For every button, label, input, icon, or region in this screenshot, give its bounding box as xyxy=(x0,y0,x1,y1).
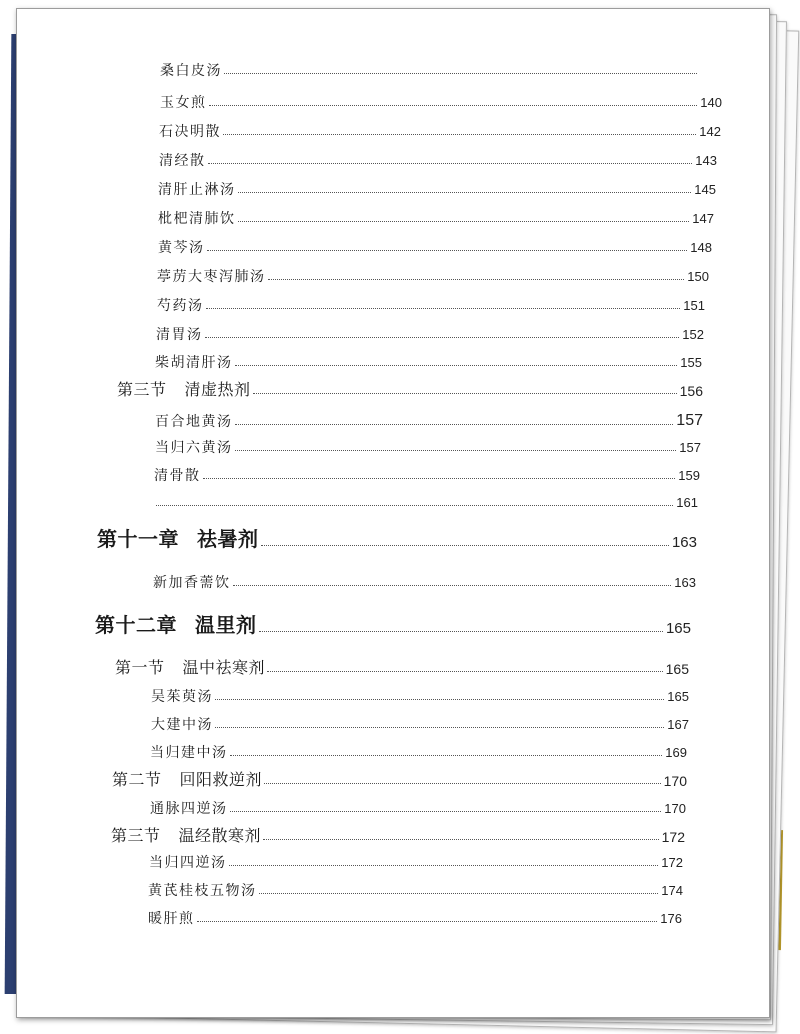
section-title: 回阳救逆剂 xyxy=(179,770,263,789)
toc-entry xyxy=(155,412,703,430)
toc-entry-title: 暖肝煎 xyxy=(148,911,195,927)
toc-section-page: 156 xyxy=(679,383,703,400)
toc-entry-title: 柴胡清肝汤 xyxy=(155,355,233,371)
toc-section-page: 170 xyxy=(663,773,687,790)
toc-chapter-heading xyxy=(97,528,259,551)
dot-leader xyxy=(263,839,659,840)
dot-leader xyxy=(206,308,681,309)
chapter-title: 祛暑剂 xyxy=(197,527,259,551)
toc-entry-page: 163 xyxy=(674,575,696,591)
toc-entry-title: 吴茱萸汤 xyxy=(151,689,213,705)
toc-entry-page: 150 xyxy=(687,269,709,285)
toc-entry-page: 176 xyxy=(660,911,682,927)
section-title: 温中祛寒剂 xyxy=(182,658,266,677)
toc-entry-page: 170 xyxy=(664,801,686,817)
dot-leader xyxy=(208,163,693,164)
toc-entry xyxy=(151,689,689,705)
dot-leader xyxy=(238,192,692,193)
dot-leader xyxy=(197,921,658,922)
dot-leader xyxy=(233,585,672,586)
toc-section-heading xyxy=(112,771,262,789)
toc-section-heading xyxy=(117,381,251,399)
toc-entry-page: 159 xyxy=(678,468,700,484)
toc-entry xyxy=(153,575,696,591)
chapter-number: 第十一章 xyxy=(97,527,179,551)
toc-section xyxy=(112,771,687,789)
toc-entry-page: 152 xyxy=(682,327,704,343)
toc-entry-title: 大建中汤 xyxy=(151,717,213,733)
toc-entry-title: 通脉四逆汤 xyxy=(150,801,228,817)
toc-entry-page: 140 xyxy=(700,95,722,111)
dot-leader xyxy=(207,250,688,251)
toc-entry-page: 142 xyxy=(699,124,721,140)
toc-entry xyxy=(160,63,700,79)
toc-entry xyxy=(151,717,689,733)
toc-entry-page: 148 xyxy=(690,240,712,256)
dot-leader xyxy=(253,393,677,394)
toc-entry xyxy=(150,801,686,817)
toc-entry-title: 新加香薷饮 xyxy=(153,575,231,591)
dot-leader xyxy=(205,337,680,338)
toc-entry-page: 147 xyxy=(692,211,714,227)
toc-entry-page: 143 xyxy=(695,153,717,169)
toc-entry xyxy=(156,327,704,343)
toc-entry xyxy=(154,496,698,511)
toc-entry-title: 当归四逆汤 xyxy=(149,855,227,871)
dot-leader xyxy=(230,755,663,756)
toc-entry-page: 172 xyxy=(661,855,683,871)
dot-leader xyxy=(267,671,663,672)
chapter-number: 第十二章 xyxy=(95,613,177,637)
toc-entry-page: 155 xyxy=(680,355,702,371)
section-number: 第一节 xyxy=(115,658,165,677)
toc-section xyxy=(111,827,685,845)
dot-leader xyxy=(259,631,663,632)
toc-entry xyxy=(159,124,721,140)
toc-chapter-page: 163 xyxy=(671,533,697,551)
toc-entry xyxy=(150,745,687,761)
toc-entry-title: 百合地黄汤 xyxy=(155,414,233,431)
toc-entry xyxy=(157,269,709,285)
dot-leader xyxy=(238,221,690,222)
toc-section xyxy=(117,381,703,399)
section-number: 第三节 xyxy=(117,380,167,399)
section-number: 第三节 xyxy=(111,826,161,845)
toc-section xyxy=(115,659,689,677)
dot-leader xyxy=(235,424,674,425)
toc-section-heading xyxy=(115,659,265,677)
toc-entry-page: 157 xyxy=(676,412,703,429)
toc-entry-page: 165 xyxy=(667,689,689,705)
section-title: 温经散寒剂 xyxy=(178,826,262,845)
toc-entry-page: 161 xyxy=(676,495,698,510)
chapter-title: 温里剂 xyxy=(195,613,257,637)
toc-entry xyxy=(160,95,722,111)
toc-entry-page: 174 xyxy=(661,883,683,899)
toc-entry xyxy=(155,440,701,456)
section-number: 第二节 xyxy=(112,770,162,789)
toc-entry-title: 黄芩汤 xyxy=(158,240,205,256)
dot-leader xyxy=(223,134,696,135)
toc-entry-title: 黄芪桂枝五物汤 xyxy=(148,883,257,899)
dot-leader xyxy=(229,865,659,866)
toc-entry xyxy=(158,211,714,227)
toc-entry-title: 清骨散 xyxy=(154,468,201,484)
section-title: 清虚热剂 xyxy=(184,380,251,399)
toc-chapter xyxy=(95,614,691,637)
dot-leader xyxy=(230,811,662,812)
toc-entry-title: 桑白皮汤 xyxy=(160,63,222,79)
toc-entry-page: 151 xyxy=(683,298,705,314)
toc-page xyxy=(16,8,770,1018)
toc-entry-title: 枇杷清肺饮 xyxy=(158,211,236,227)
toc-entry-title: 当归建中汤 xyxy=(150,745,228,761)
toc-section-page: 172 xyxy=(661,829,685,846)
toc-entry xyxy=(148,883,683,899)
toc-entry xyxy=(159,153,717,169)
toc-entry xyxy=(149,855,683,871)
toc-entry-title: 玉女煎 xyxy=(160,95,207,111)
toc-entry-page: 169 xyxy=(665,745,687,761)
toc-entry-title: 芍药汤 xyxy=(157,298,204,314)
toc-entry-page: 145 xyxy=(694,182,716,198)
dot-leader xyxy=(224,73,697,74)
dot-leader xyxy=(209,105,698,106)
toc-entry-title: 清经散 xyxy=(159,153,206,169)
dot-leader xyxy=(235,450,677,451)
toc-entry-title: 当归六黄汤 xyxy=(155,440,233,456)
toc-chapter-heading xyxy=(95,614,257,637)
toc-entry-page: 157 xyxy=(679,440,701,456)
toc-entry-title: 清胃汤 xyxy=(156,327,203,343)
toc-entry-title: 清肝止淋汤 xyxy=(158,182,236,198)
dot-leader xyxy=(261,545,669,546)
toc-entry xyxy=(155,355,702,371)
dot-leader xyxy=(215,699,664,700)
toc-section-heading xyxy=(111,827,261,845)
toc-chapter-page: 165 xyxy=(665,619,691,637)
dot-leader xyxy=(268,279,685,280)
dot-leader xyxy=(259,893,659,894)
toc-entry xyxy=(148,911,682,927)
dot-leader xyxy=(156,505,673,506)
dot-leader xyxy=(203,478,676,479)
toc-entry xyxy=(158,240,712,256)
dot-leader xyxy=(264,783,661,784)
toc-entry xyxy=(154,468,700,484)
toc-entry-title: 石决明散 xyxy=(159,124,221,140)
toc-chapter xyxy=(97,528,697,551)
toc-section-page: 165 xyxy=(665,661,689,678)
toc-entry-page: 167 xyxy=(667,717,689,733)
dot-leader xyxy=(235,365,678,366)
dot-leader xyxy=(215,727,664,728)
toc-entry xyxy=(158,182,716,198)
toc-entry-title: 葶苈大枣泻肺汤 xyxy=(157,269,266,285)
toc-entry xyxy=(157,298,705,314)
